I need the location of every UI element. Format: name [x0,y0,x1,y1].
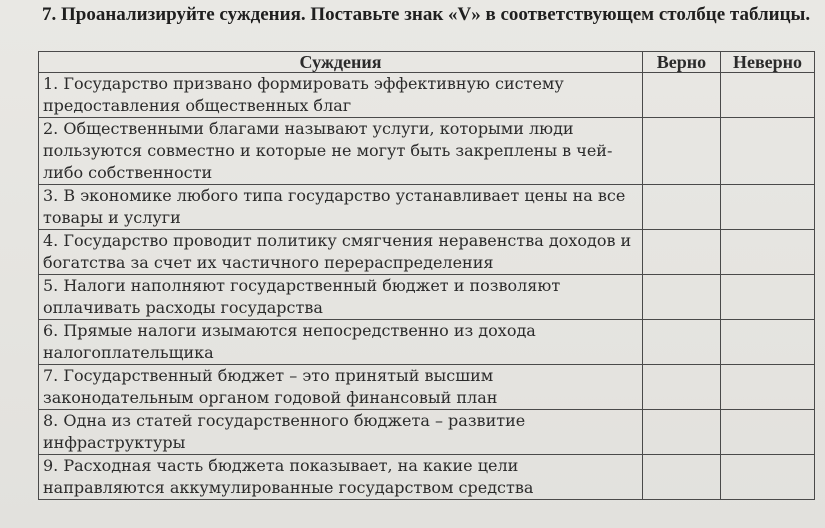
false-cell-1[interactable] [721,73,815,118]
table-row [39,320,815,365]
false-cell-8[interactable] [721,410,815,455]
true-cell-4[interactable] [643,230,721,275]
true-cell-5[interactable] [643,275,721,320]
statement-1: 1. Государство призвано формировать эффективную систему предоставления общественных благ [39,73,643,118]
table-header-row [39,52,815,73]
statement-8: 8. Одна из статей государственного бюджета – развитие инфраструктуры [39,410,643,455]
header-true: Верно [643,52,721,73]
statement-9: 9. Расходная часть бюджета показывает, на какие цели направляются аккумулированные государством средства [39,455,643,500]
false-cell-4[interactable] [721,230,815,275]
false-cell-9[interactable] [721,455,815,500]
task-title: 7. Проанализируйте суждения. Поставьте знак «V» в соответствующем столбце таблицы. [42,4,811,25]
false-cell-6[interactable] [721,320,815,365]
table-row [39,410,815,455]
statement-4: 4. Государство проводит политику смягчения неравенства доходов и богатства за счет их частичного перераспределения [39,230,643,275]
true-cell-2[interactable] [643,118,721,185]
statement-7: 7. Государственный бюджет – это принятый высшим законодательным органом годовой финансовый план [39,365,643,410]
table-row [39,118,815,185]
true-cell-6[interactable] [643,320,721,365]
true-cell-3[interactable] [643,185,721,230]
false-cell-3[interactable] [721,185,815,230]
false-cell-5[interactable] [721,275,815,320]
true-cell-8[interactable] [643,410,721,455]
true-cell-1[interactable] [643,73,721,118]
statement-2: 2. Общественными благами называют услуги, которыми люди пользуются совместно и которые не могут быть закреплены в чей-либо собственности [39,118,643,185]
table-row [39,73,815,118]
true-cell-7[interactable] [643,365,721,410]
statement-3: 3. В экономике любого типа государство устанавливает цены на все товары и услуги [39,185,643,230]
header-statements: Суждения [39,52,643,73]
statement-5: 5. Налоги наполняют государственный бюджет и позволяют оплачивать расходы государства [39,275,643,320]
table-row [39,275,815,320]
judgments-table [38,51,815,500]
false-cell-7[interactable] [721,365,815,410]
table-row [39,455,815,500]
table-row [39,365,815,410]
table-row [39,185,815,230]
false-cell-2[interactable] [721,118,815,185]
statement-6: 6. Прямые налоги изымаются непосредственно из дохода налогоплательщика [39,320,643,365]
table-row [39,230,815,275]
true-cell-9[interactable] [643,455,721,500]
header-false: Неверно [721,52,815,73]
